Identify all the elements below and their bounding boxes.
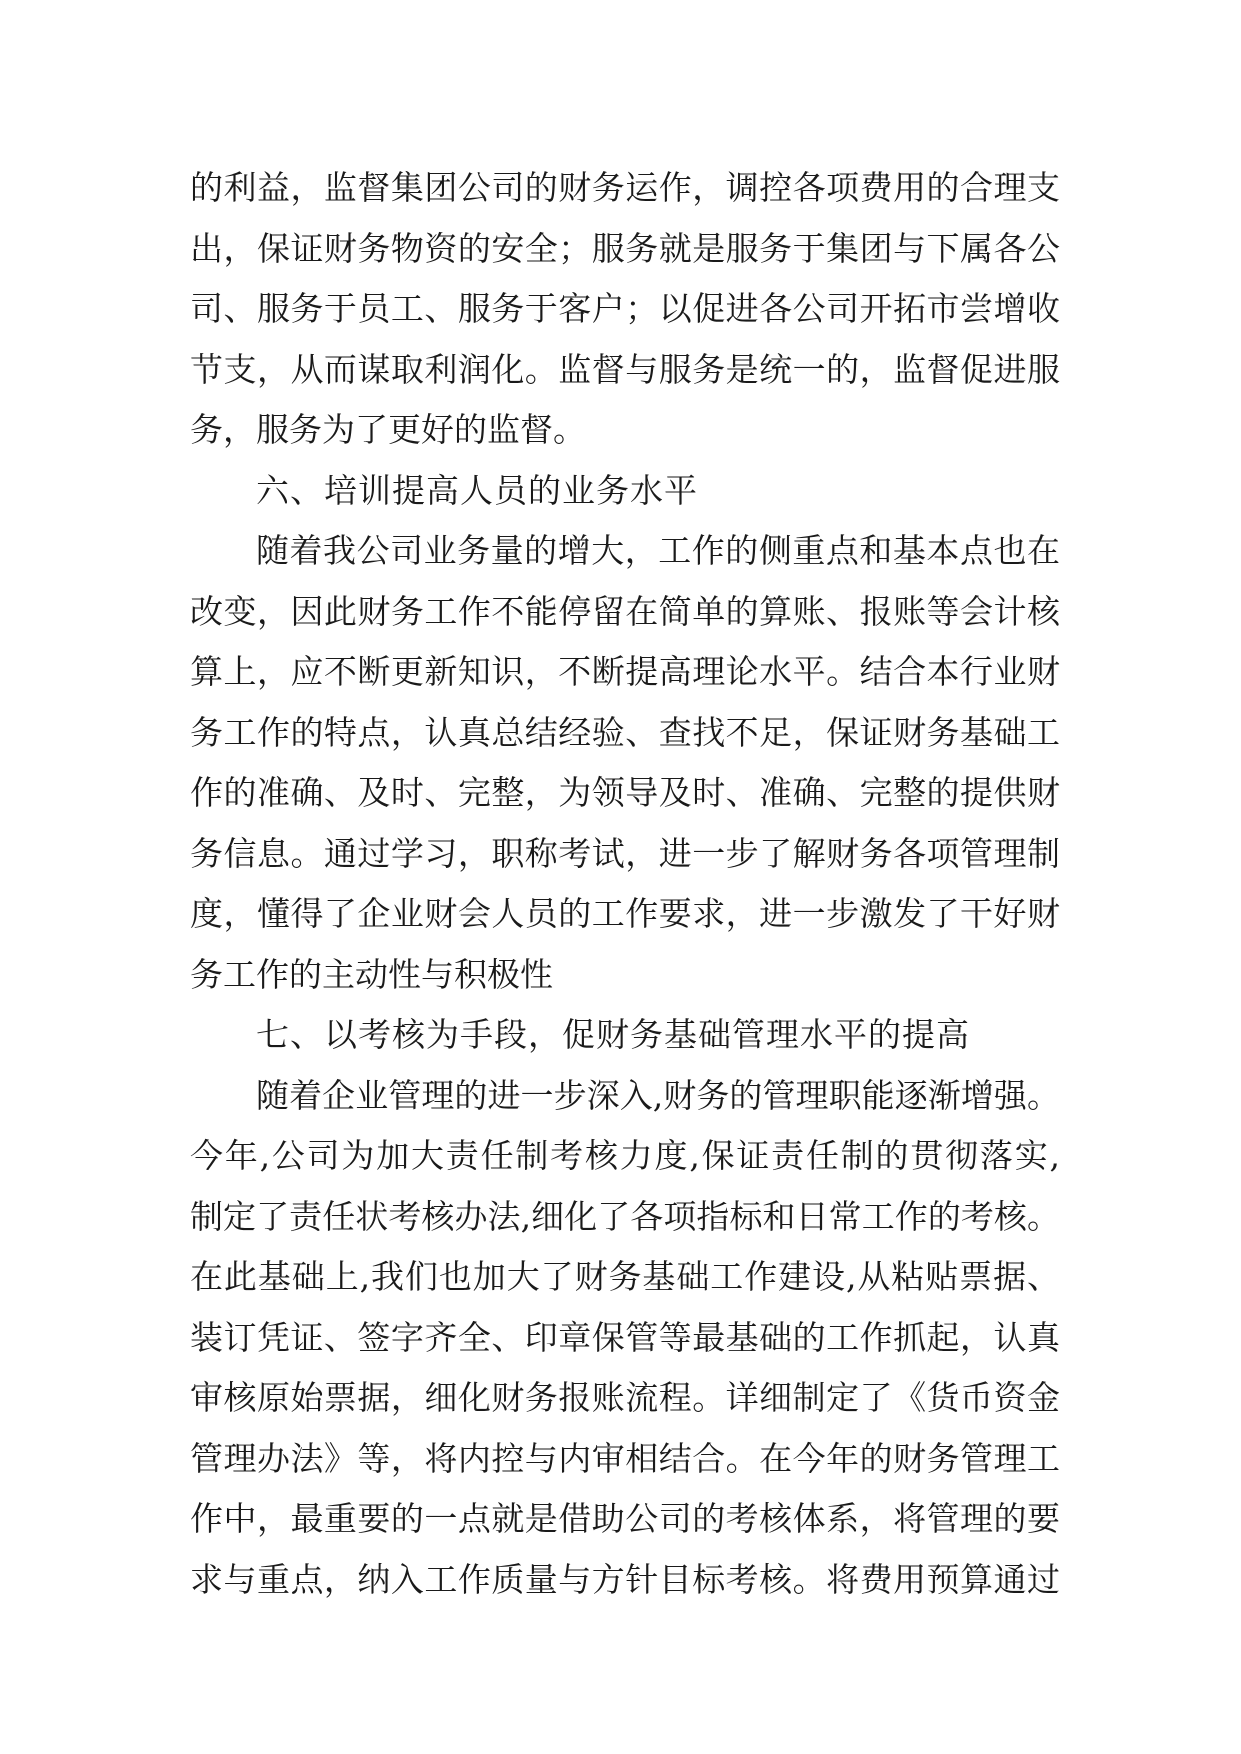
paragraph-line: 审核原始票据，细化财务报账流程。详细制定了《货币资金 <box>190 1378 1060 1417</box>
section-heading: 六、培训提高人员的业务水平 <box>256 470 698 510</box>
paragraph-line: 的利益，监督集团公司的财务运作，调控各项费用的合理支 <box>190 168 1060 207</box>
paragraph-line: 出，保证财务物资的安全；服务就是服务于集团与下属各公 <box>190 228 1060 268</box>
paragraph-line: 随着企业管理的进一步深入,财务的管理职能逐渐增强。 <box>256 1075 1060 1115</box>
paragraph-line: 今年,公司为加大责任制考核力度,保证责任制的贯彻落实, <box>190 1136 1060 1175</box>
document-body <box>190 158 1060 1610</box>
paragraph-line: 务工作的主动性与积极性 <box>190 954 553 994</box>
paragraph-line: 装订凭证、签字齐全、印章保管等最基础的工作抓起，认真 <box>190 1317 1060 1357</box>
paragraph-line: 司、服务于员工、服务于客户；以促进各公司开拓市尝增收 <box>190 289 1060 328</box>
section-heading: 七、以考核为手段，促财务基础管理水平的提高 <box>256 1015 970 1054</box>
paragraph-line: 制定了责任状考核办法,细化了各项指标和日常工作的考核。 <box>190 1196 1060 1236</box>
paragraph-line: 算上，应不断更新知识，不断提高理论水平。结合本行业财 <box>190 652 1060 691</box>
paragraph-line: 作中，最重要的一点就是借助公司的考核体系，将管理的要 <box>190 1499 1060 1538</box>
paragraph-line: 在此基础上,我们也加大了财务基础工作建设,从粘贴票据、 <box>190 1257 1060 1296</box>
paragraph-line: 务信息。通过学习，职称考试，进一步了解财务各项管理制 <box>190 833 1060 873</box>
paragraph-line: 求与重点，纳入工作质量与方针目标考核。将费用预算通过 <box>190 1559 1060 1599</box>
paragraph-line: 度，懂得了企业财会人员的工作要求，进一步激发了干好财 <box>190 894 1060 933</box>
paragraph-line: 随着我公司业务量的增大，工作的侧重点和基本点也在 <box>256 531 1060 570</box>
paragraph-line: 务工作的特点，认真总结经验、查找不足，保证财务基础工 <box>190 712 1060 752</box>
paragraph-line: 管理办法》等，将内控与内审相结合。在今年的财务管理工 <box>190 1438 1060 1478</box>
paragraph-line: 改变，因此财务工作不能停留在简单的算账、报账等会计核 <box>190 591 1060 631</box>
paragraph-line: 作的准确、及时、完整，为领导及时、准确、完整的提供财 <box>190 773 1060 812</box>
paragraph-line: 节支，从而谋取利润化。监督与服务是统一的，监督促进服 <box>190 349 1060 389</box>
paragraph-line: 务，服务为了更好的监督。 <box>190 410 586 449</box>
